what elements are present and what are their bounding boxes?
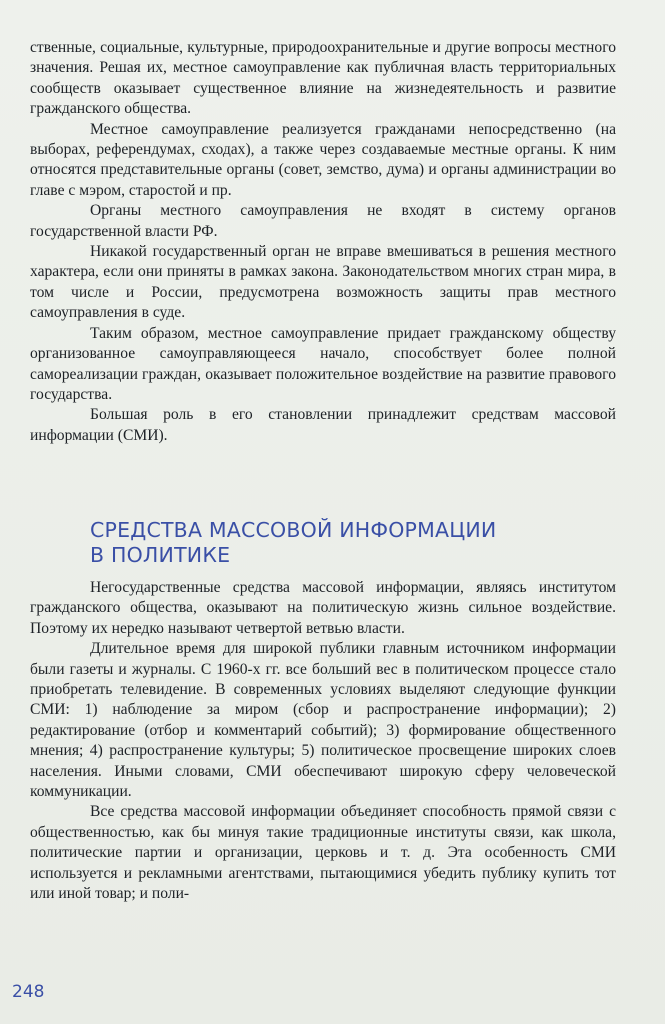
paragraph-local-government-forms: Местное самоуправление реализуется гражданами непосредственно (на выборах, референдумах, сходах), а также через создаваемые местные органы. К ним относятся представительные органы (совет, земство, дума) и органы администрации во главе с мэром, старостой и пр. bbox=[30, 120, 616, 199]
paragraph-no-interference: Никакой государственный орган не вправе вмешиваться в решения местного характера, если они приняты в рамках закона. Законодательством многих стран мира, в том числе и России, предусмотрена возможность защиты прав местного самоуправления в суде. bbox=[30, 243, 616, 322]
section-heading-line-1: СРЕДСТВА МАССОВОЙ ИНФОРМАЦИИ bbox=[90, 518, 497, 542]
paragraph-not-state-power: Органы местного самоуправления не входят в систему органов государственной власти РФ. bbox=[30, 202, 616, 240]
paragraph-media-functions: Длительное время для широкой публики главным источником информации были газеты и журналы. С 1960-х гг. все больший вес в политическом процессе стало приобретать телевидение. В современных условиях выделяют следующие функции СМИ: 1) наблюдение за миром (сбор и распространение информации); 2) редактирование (отбор и комментарий событий); 3) формирование общественного мнения; 4) распространение культуры; 5) политическое просвещение широких слоев населения. Иными словами, СМИ обеспечивают широкую сферу человеческой коммуникации. bbox=[30, 640, 616, 801]
body-text-top bbox=[30, 38, 616, 446]
paragraph-direct-connection: Все средства массовой информации объединяет способность прямой связи с общественностью, как бы минуя такие традиционные институты связи, как школа, политические партии и организации, церковь и т. д. Эта особенность СМИ используется и рекламными агентствами, пытающимися убедить публику купить тот или иной товар; и поли- bbox=[30, 803, 616, 903]
section-heading bbox=[90, 518, 610, 567]
page-number: 248 bbox=[12, 982, 45, 1002]
body-text-media bbox=[30, 578, 616, 905]
paragraph-conclusion: Таким образом, местное самоуправление придает гражданскому обществу организованное самоуправляющееся начало, способствует более полной самореализации граждан, оказывает положительное воздействие на развитие правового государства. bbox=[30, 324, 616, 403]
paragraph-fourth-branch: Негосударственные средства массовой информации, являясь институтом гражданского общества, оказывают на политическую жизнь сильное воздействие. Поэтому их нередко называют четвертой ветвью власти. bbox=[30, 579, 616, 637]
paragraph-continuation: ственные, социальные, культурные, природоохранительные и другие вопросы местного значения. Решая их, местное самоуправление как публичная власть территориальных сообществ оказывает существенное влияние на жизнедеятельность и развитие гражданского общества. bbox=[30, 39, 616, 118]
section-heading-line-2: В ПОЛИТИКЕ bbox=[90, 542, 231, 567]
paragraph-media-role: Большая роль в его становлении принадлежит средствам массовой информации (СМИ). bbox=[30, 406, 616, 444]
